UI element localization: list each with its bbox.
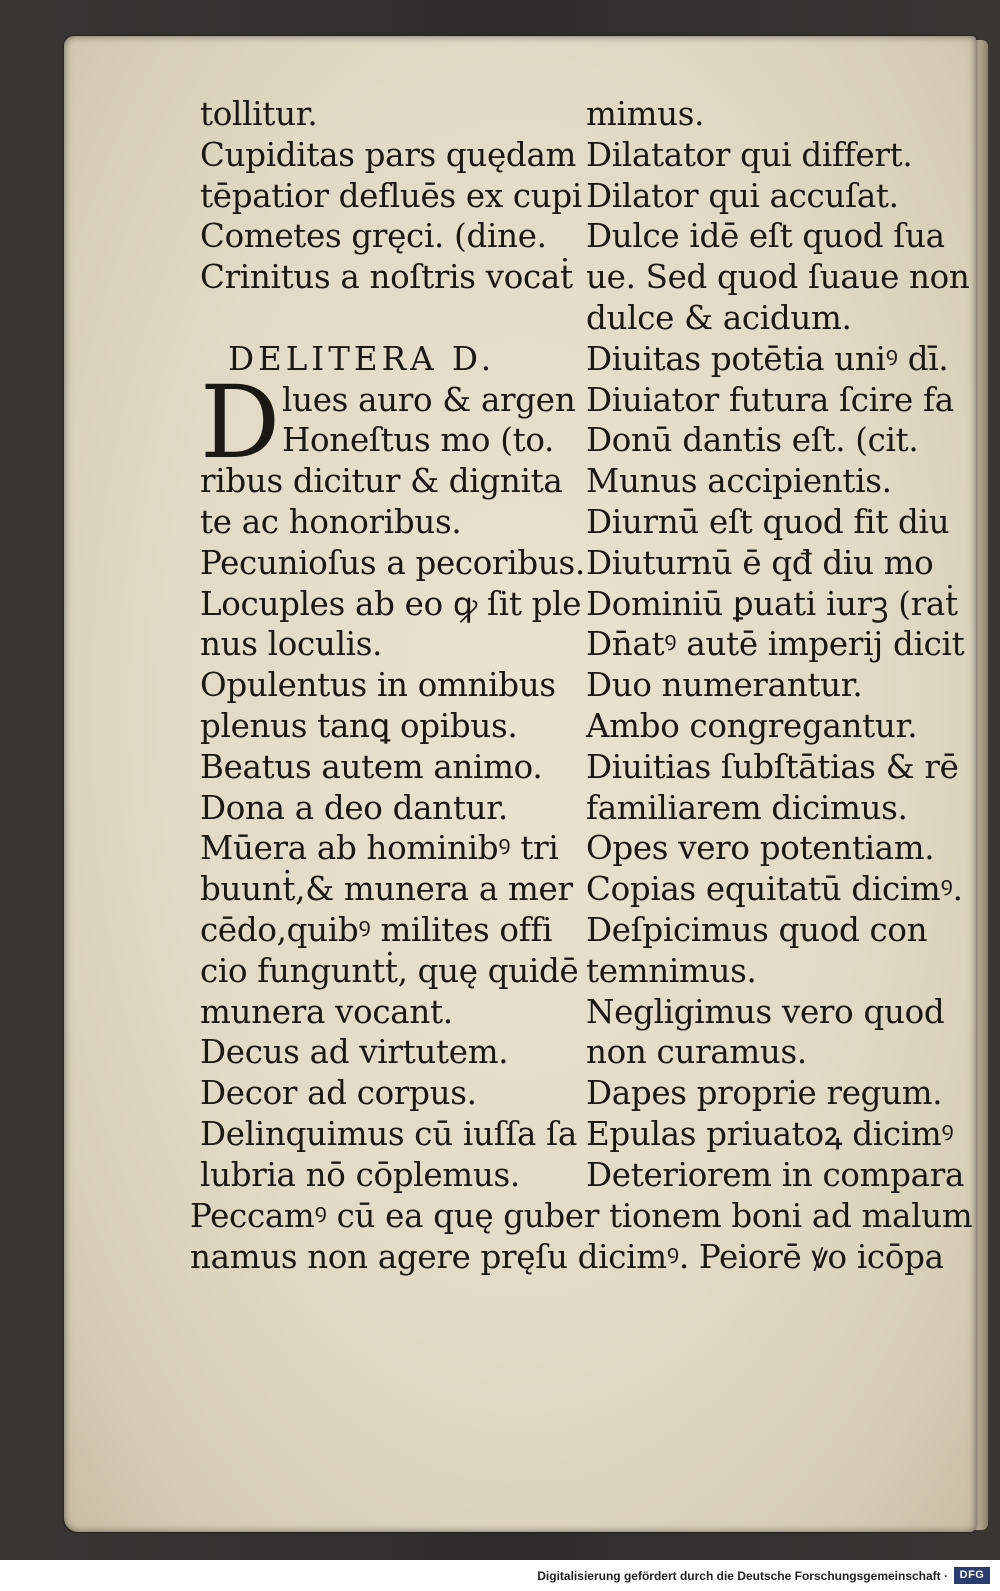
text-line: lubria nō cōplemus. xyxy=(200,1155,520,1194)
text-line: Ambo congregantur. xyxy=(586,706,918,745)
text-line: Munus accipientis. xyxy=(586,462,892,501)
text-line: Dilator qui accuſat. xyxy=(586,176,899,215)
text-line: Dapes proprie regum. xyxy=(586,1074,943,1113)
text-line: buunṫ,& munera a mer xyxy=(200,870,573,909)
text-line: tollitur. xyxy=(200,95,318,133)
text-line: Cometes gręci. (dine. xyxy=(200,217,547,256)
left-text-column xyxy=(200,94,585,1196)
text-line: temnimus. xyxy=(586,951,757,990)
text-line: Dn̄atꝰ autē imperij dicit xyxy=(586,625,965,664)
full-width-line: Peccamꝰ cū ea quę guber tionem boni ad malum xyxy=(190,1197,973,1235)
text-line: lues auro & argen xyxy=(282,380,576,419)
text-line: mimus. xyxy=(586,95,705,133)
text-line: Diurnū eſt quod fit diu xyxy=(586,502,950,541)
text-line: Beatus autem animo. xyxy=(200,747,543,786)
text-line xyxy=(200,298,585,339)
text-line: ue. Sed quod ſuaue non xyxy=(586,258,970,297)
text-line: Honeſtus mo (to. xyxy=(282,421,555,460)
text-line: te ac honoribus. xyxy=(200,502,462,541)
text-line: cēdo,quibꝰ milites offi xyxy=(200,910,553,949)
text-line: Opulentus in omnibus xyxy=(200,666,556,705)
text-line: dulce & acidum. xyxy=(586,298,852,337)
text-line: Diuturnū ē qđ diu mo xyxy=(586,543,934,582)
text-line: Copias equitatū dicimꝰ. xyxy=(586,870,963,909)
text-line: Mūera ab hominibꝰ tri xyxy=(200,829,559,868)
text-line: Deſpicimus quod con xyxy=(586,910,928,949)
text-line: Dona a deo dantur. xyxy=(200,788,508,827)
text-line: Negligimus vero quod xyxy=(586,992,945,1031)
text-line: Duo numerantur. xyxy=(586,666,863,705)
text-line: Diuiator futura ſcire fa xyxy=(586,380,954,419)
text-line: Dilatator qui differt. xyxy=(586,135,913,174)
text-line: cio funguntṫ, quę quidē xyxy=(200,951,579,990)
drop-capital: D xyxy=(200,364,281,481)
text-line: Opes vero potentiam. xyxy=(586,829,935,868)
text-line: nus loculis. xyxy=(200,625,383,664)
full-width-line: namus non agere pręſu dicimꝰ. Peiorē ꝟo icōpa xyxy=(190,1238,944,1276)
text-line: Cupiditas pars quędam xyxy=(200,135,577,174)
section-heading: DELITERA D. xyxy=(228,339,496,378)
text-line: non curamus. xyxy=(586,1033,807,1072)
text-line: Diuitias ſubſtātias & rē xyxy=(586,747,959,786)
text-line: tēpatior defluēs ex cupi xyxy=(200,176,583,215)
text-line: familiarem dicimus. xyxy=(586,788,908,827)
text-line: Epulas priuatoꝝ dicimꝰ xyxy=(586,1114,954,1153)
text-line: Donū dantis eſt. (cit. xyxy=(586,421,919,460)
text-line: Diuitas potētia uniꝰ dī. xyxy=(586,339,949,378)
right-text-column xyxy=(586,94,970,1196)
dfg-logo: DFG xyxy=(954,1567,990,1584)
text-line: Dominiū ꝑuati iurꝫ (raṫ xyxy=(586,584,958,623)
text-line: Deteriorem in compara xyxy=(586,1155,965,1194)
footer-credit: Digitalisierung gefördert durch die Deutsche Forschungsgemeinschaft · xyxy=(537,1569,948,1583)
text-line: Crinitus a noſtris vocaṫ xyxy=(200,258,573,297)
text-line: Locuples ab eo ꝙ ſit ple xyxy=(200,584,582,623)
text-line: Decus ad virtutem. xyxy=(200,1033,509,1072)
text-line: Dulce idē eſt quod ſua xyxy=(586,217,945,256)
text-line: Delinquimus cū iuſſa ſa xyxy=(200,1114,577,1153)
text-line: Pecunioſus a pecoribus. xyxy=(200,543,585,582)
text-line: ribus dicitur & dignita xyxy=(200,462,563,501)
text-line: Decor ad corpus. xyxy=(200,1074,477,1113)
text-line: munera vocant. xyxy=(200,992,453,1031)
text-line: plenus tanꝗ opibus. xyxy=(200,706,518,745)
